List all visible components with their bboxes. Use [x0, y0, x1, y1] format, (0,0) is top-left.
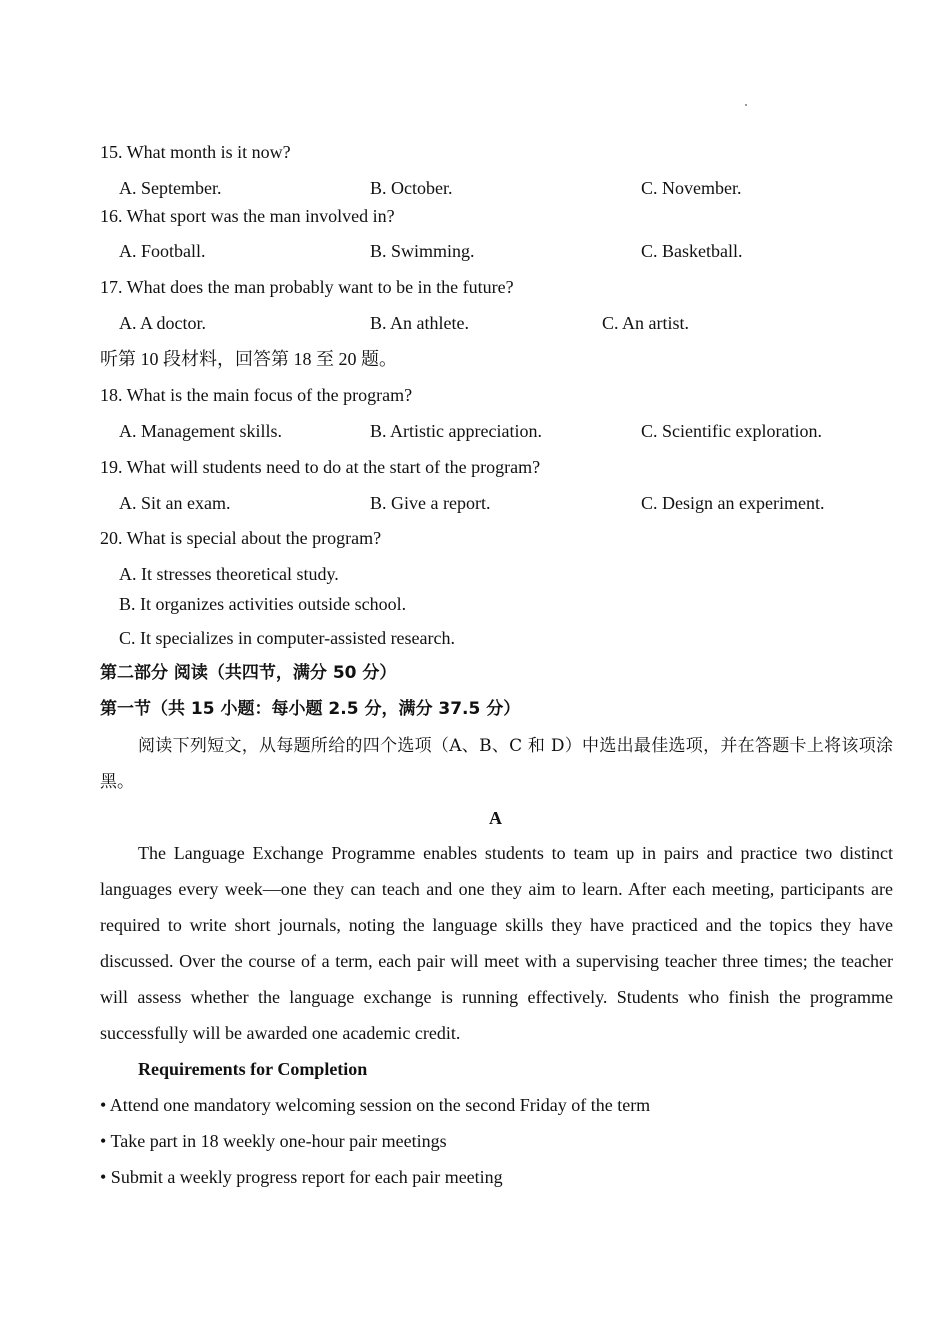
question-20-option-a: A. It stresses theoretical study.: [119, 564, 339, 584]
question-15-option-b: B. October.: [370, 178, 453, 198]
question-18-option-c: C. Scientific exploration.: [641, 421, 822, 441]
requirements-heading: Requirements for Completion: [138, 1059, 368, 1079]
question-16-option-a: A. Football.: [119, 241, 206, 261]
scan-dot: [745, 104, 747, 106]
requirement-item: • Attend one mandatory welcoming session on the second Friday of the term: [100, 1095, 651, 1115]
passage-text: The Language Exchange Programme enables students to team up in pairs and practice two distinct languages every week—one they can teach and one they aim to learn. After each meeting, participants are required to write short journals, noting the language skills they have practiced and the topics they have discussed. Over the course of a term, each pair will meet with a supervising teacher three times; the teacher will assess whether the language exchange is running effectively. Students who finish the programme successfully will be awarded one academic credit.: [100, 843, 893, 1043]
question-17-stem: 17. What does the man probably want to be in the future?: [100, 277, 514, 297]
question-19-option-a: A. Sit an exam.: [119, 493, 231, 513]
question-18-option-a: A. Management skills.: [119, 421, 282, 441]
requirement-item: • Take part in 18 weekly one-hour pair meetings: [100, 1131, 447, 1151]
question-19-option-c: C. Design an experiment.: [641, 493, 825, 513]
requirement-item: • Submit a weekly progress report for each pair meeting: [100, 1167, 503, 1187]
question-16-option-c: C. Basketball.: [641, 241, 743, 261]
question-18-stem: 18. What is the main focus of the program?: [100, 385, 413, 405]
question-15-option-c: C. November.: [641, 178, 742, 198]
question-20-option-b: B. It organizes activities outside school.: [119, 594, 407, 614]
listening-section-10-heading: 听第 10 段材料，回答第 18 至 20 题。: [100, 349, 397, 369]
question-15-option-a: A. September.: [119, 178, 222, 198]
question-19-option-b: B. Give a report.: [370, 493, 491, 513]
question-17-option-a: A. A doctor.: [119, 313, 207, 333]
question-15-stem: 15. What month is it now?: [100, 142, 291, 162]
question-20-option-c: C. It specializes in computer-assisted research.: [119, 628, 456, 648]
question-19-stem: 19. What will students need to do at the start of the program?: [100, 457, 541, 477]
passage-label: A: [489, 808, 502, 828]
question-17-option-b: B. An athlete.: [370, 313, 469, 333]
reading-instruction: 阅读下列短文，从每题所给的四个选项（A、B、C 和 D）中选出最佳选项，并在答题卡上将该项涂黑。: [100, 736, 893, 792]
question-16-stem: 16. What sport was the man involved in?: [100, 206, 395, 226]
question-20-stem: 20. What is special about the program?: [100, 528, 382, 548]
question-18-option-b: B. Artistic appreciation.: [370, 421, 542, 441]
reading-section-title: 第一节（共 15 小题：每小题 2.5 分，满分 37.5 分）: [100, 699, 521, 719]
question-16-option-b: B. Swimming.: [370, 241, 475, 261]
question-17-option-c: C. An artist.: [602, 313, 690, 333]
reading-part-title: 第二部分 阅读（共四节，满分 50 分）: [100, 663, 397, 683]
